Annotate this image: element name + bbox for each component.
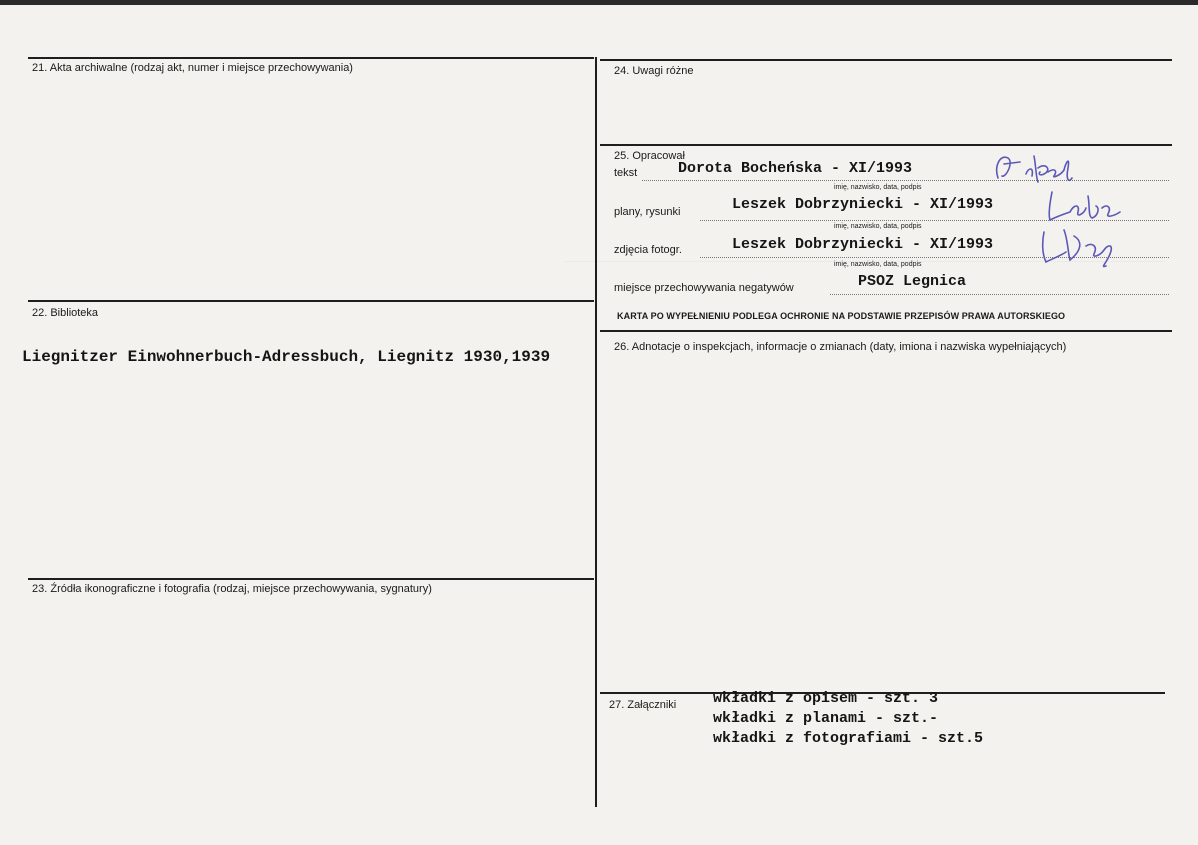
signature-plany-icon bbox=[1040, 186, 1130, 226]
library-entry: Liegnitzer Einwohnerbuch-Adressbuch, Liegnitz 1930,1939 bbox=[22, 348, 551, 366]
attachment-item: wkładki z opisem - szt. 3 bbox=[713, 690, 939, 707]
divider-22-23 bbox=[28, 578, 594, 580]
section-21-label: 21. Akta archiwalne (rodzaj akt, numer i miejsce przechowywania) bbox=[32, 62, 353, 74]
divider-center-vertical bbox=[595, 57, 597, 807]
tekst-value: Dorota Bocheńska - XI/1993 bbox=[678, 160, 913, 177]
attachment-item: wkładki z fotografiami - szt.5 bbox=[713, 730, 984, 747]
divider-24-25 bbox=[600, 144, 1172, 146]
miejsce-line bbox=[830, 294, 1169, 295]
miejsce-label: miejsce przechowywania negatywów bbox=[614, 282, 794, 294]
divider-25-26 bbox=[600, 330, 1172, 332]
section-27-label: 27. Załączniki bbox=[609, 699, 677, 711]
section-26-label: 26. Adnotacje o inspekcjach, informacje o zmianach (daty, imiona i nazwiska wypełniających) bbox=[614, 341, 1067, 353]
plany-caption: imię, nazwisko, data, podpis bbox=[834, 223, 922, 230]
divider-21-22 bbox=[28, 300, 594, 302]
attachment-item: wkładki z planami - szt.- bbox=[713, 710, 939, 727]
miejsce-value: PSOZ Legnica bbox=[858, 273, 967, 290]
divider-top-left bbox=[28, 57, 594, 59]
top-edge bbox=[0, 0, 1198, 5]
zdjecia-caption: imię, nazwisko, data, podpis bbox=[834, 261, 922, 268]
tekst-line bbox=[642, 180, 1169, 181]
section-22-label: 22. Biblioteka bbox=[32, 307, 99, 319]
tekst-caption: imię, nazwisko, data, podpis bbox=[834, 184, 922, 191]
zdjecia-label: zdjęcia fotogr. bbox=[614, 244, 682, 256]
plany-label: plany, rysunki bbox=[614, 206, 681, 218]
section-23-label: 23. Źródła ikonograficzne i fotografia (rodzaj, miejsce przechowywania, sygnatury) bbox=[32, 583, 432, 595]
section-24-label: 24. Uwagi różne bbox=[614, 65, 694, 77]
signature-tekst-icon bbox=[990, 148, 1085, 190]
signature-zdjecia-icon bbox=[1034, 222, 1124, 272]
copyright-notice: KARTA PO WYPEŁNIENIU PODLEGA OCHRONIE NA PODSTAWIE PRZEPISÓW PRAWA AUTORSKIEGO bbox=[617, 311, 1066, 321]
plany-value: Leszek Dobrzyniecki - XI/1993 bbox=[732, 196, 994, 213]
section-25-label: 25. Opracował bbox=[614, 150, 685, 162]
zdjecia-value: Leszek Dobrzyniecki - XI/1993 bbox=[732, 236, 994, 253]
tekst-label: tekst bbox=[614, 167, 638, 179]
divider-top-right bbox=[600, 59, 1172, 61]
